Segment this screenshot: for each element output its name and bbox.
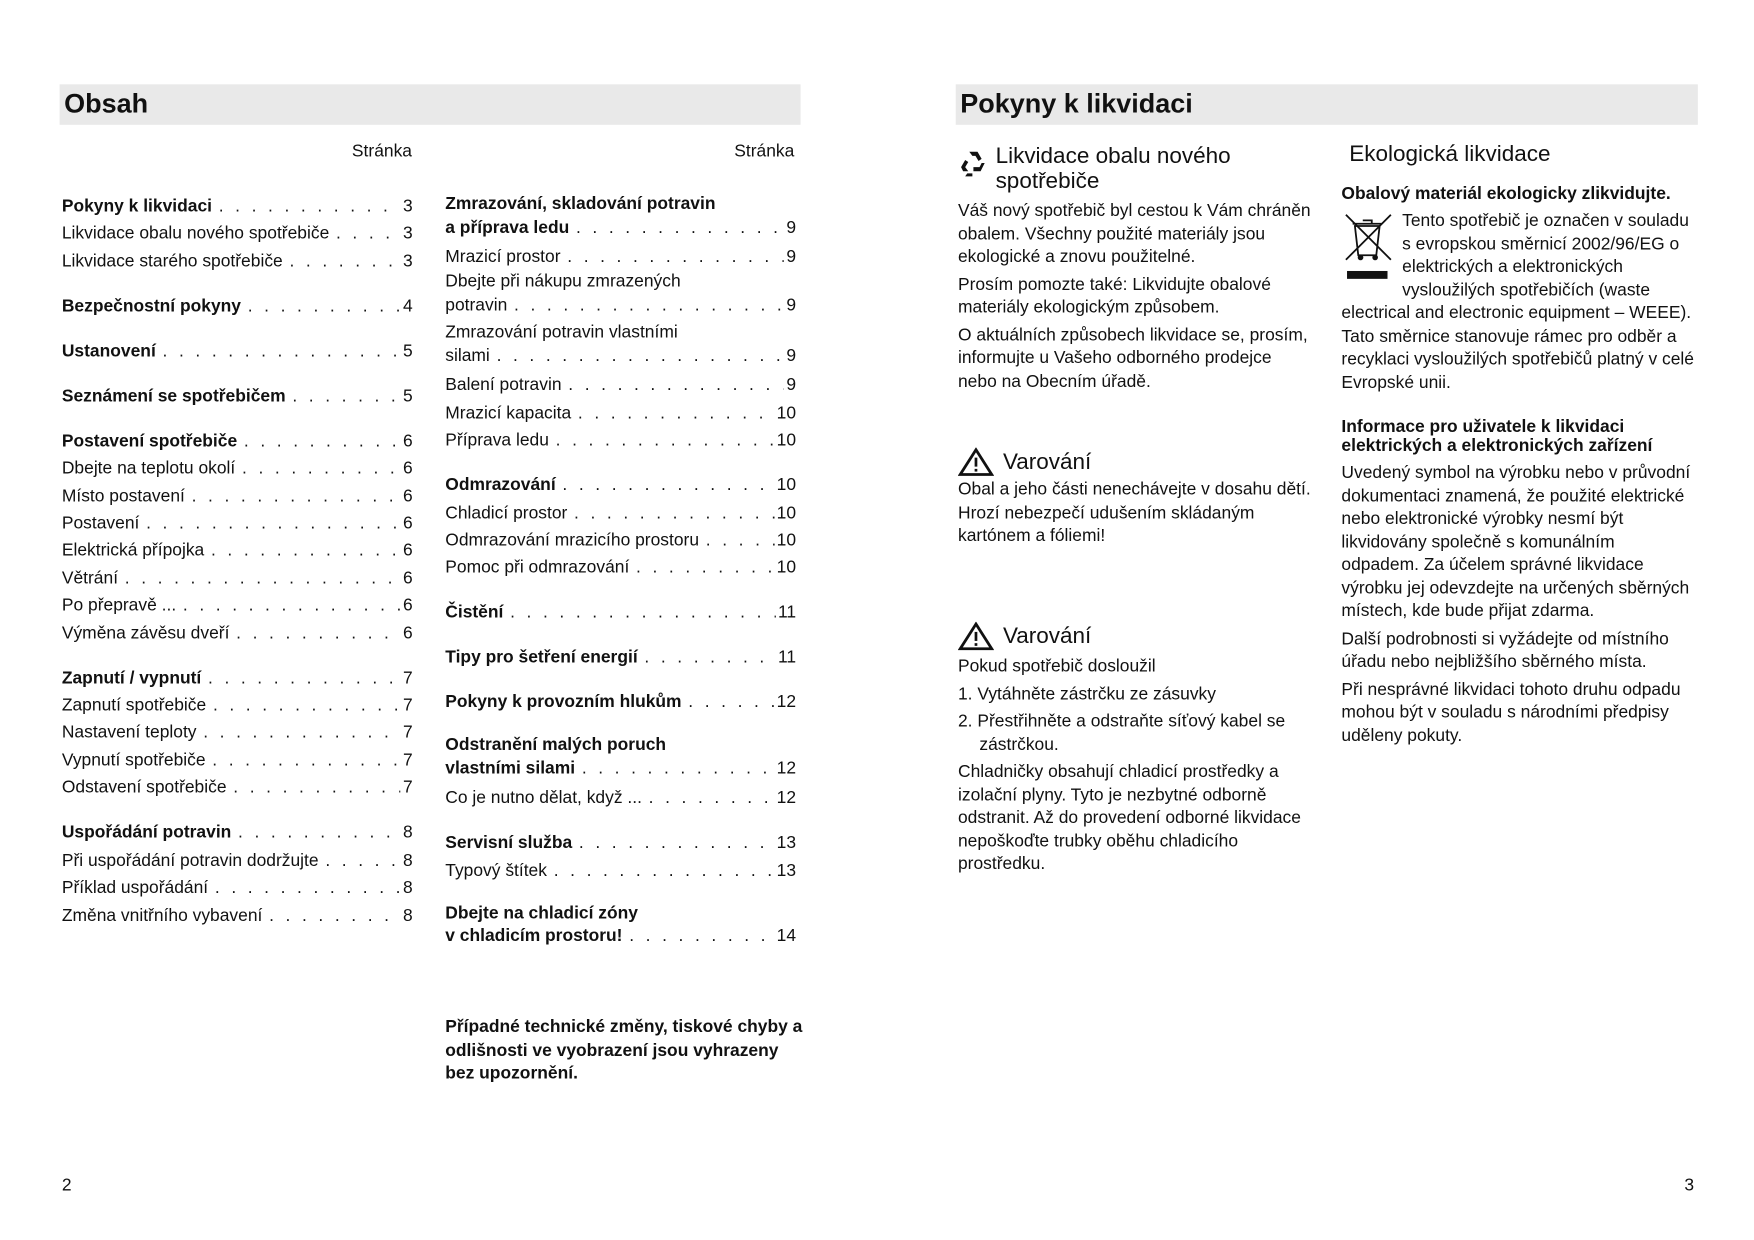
toc-entry[interactable] [62, 902, 413, 929]
toc-page-number: 9 [786, 217, 797, 237]
dot-leader [219, 193, 401, 220]
dot-leader [706, 527, 775, 554]
toc-page-number: 10 [776, 475, 797, 495]
dot-leader [562, 472, 774, 499]
toc-page-number: 14 [776, 926, 797, 947]
toc-entry[interactable] [445, 858, 796, 885]
toc-entry[interactable] [62, 456, 413, 483]
dot-leader [203, 720, 400, 747]
toc-entry[interactable] [445, 400, 796, 427]
dot-leader [636, 555, 774, 582]
toc-entry[interactable] [62, 693, 413, 720]
toc-entry-title: Postavení spotřebiče [61, 431, 238, 451]
toc-entry[interactable] [445, 555, 796, 582]
toc-entry-title: Mrazicí kapacita [445, 403, 572, 423]
toc-entry-title: Větrání [61, 568, 119, 588]
section-title: Likvidace obalu nového spotřebiče [995, 143, 1231, 194]
toc-entry-title: Likvidace starého spotřebiče [61, 251, 283, 271]
toc-entry-title: Bezpečnostní pokyny [61, 296, 242, 316]
dot-leader [567, 244, 784, 271]
toc-page-number: 9 [786, 295, 797, 315]
dot-leader [125, 565, 401, 592]
toc-entry-title: silami [445, 346, 490, 366]
toc-entry-title: Ustanovení [61, 341, 156, 361]
step: 2. Přestřihněte a odstraňte síťový kabel se zástrčkou. [957, 711, 1286, 754]
toc-page-number: 6 [402, 513, 413, 534]
toc-entry-title: Dbejte na teplotu okolí [61, 459, 236, 479]
toc-page-number: 4 [402, 296, 413, 316]
dot-leader [579, 830, 775, 857]
toc-entry-title: Likvidace obalu nového spotřebiče [61, 224, 330, 244]
toc-entry[interactable] [62, 248, 413, 275]
dot-leader [514, 294, 784, 317]
section-title: Ekologická likvidace [1349, 141, 1551, 167]
disposal-header [956, 84, 1698, 124]
dot-leader [215, 875, 401, 902]
dot-leader [248, 293, 401, 320]
dot-leader [183, 593, 401, 620]
warning-icon [958, 622, 994, 651]
toc-page-number: 10 [776, 558, 797, 578]
toc-entry-title: Tipy pro šetření energií [445, 648, 638, 668]
toc-entry[interactable] [62, 820, 413, 847]
page-column-label: Stránka [351, 141, 413, 161]
dot-leader [211, 538, 401, 565]
toc-entry[interactable] [62, 665, 413, 692]
toc-column-1 [62, 193, 413, 929]
toc-entry[interactable] [62, 428, 413, 455]
paragraph: Chladničky obsahují chladicí prostředky a izolační plyny. Tyto je nezbytné odborně odstranit. Až do provedení odborné likvidace nepoškoďte trubky oběhu chladicího prostředku. [957, 762, 1301, 874]
toc-entry[interactable] [62, 221, 413, 248]
dot-leader [244, 428, 401, 455]
toc-entry-title: Odstavení spotřebiče [61, 778, 227, 798]
toc-page-number: 10 [776, 530, 797, 550]
toc-entry-title: Odmrazování mrazicího prostoru [445, 530, 700, 550]
paragraph: Váš nový spotřebič byl cestou k Vám chráněn obalem. Všechny použité materiály jsou ekologické a znovu použitelné. [957, 201, 1311, 267]
toc-page-number: 8 [402, 878, 413, 898]
dot-leader [510, 600, 776, 627]
toc-page-number: 5 [402, 341, 413, 361]
warning-icon [958, 448, 994, 477]
toc-page-number: 6 [402, 596, 413, 616]
dot-leader [325, 847, 400, 874]
toc-entry[interactable] [445, 785, 796, 812]
toc-entry-title: Balení potravin [445, 376, 562, 396]
toc-entry-title: Zapnutí / vypnutí [61, 668, 202, 688]
toc-entry-title: Elektrická přípojka [61, 541, 205, 561]
toc-entry[interactable] [445, 527, 796, 554]
toc-entry[interactable] [62, 511, 413, 538]
dot-leader [574, 500, 774, 527]
paragraph: Další podrobnosti si vyžádejte od místního úřadu nebo nejbližšího sběrného místa. [1341, 629, 1669, 672]
toc-page-number: 12 [776, 693, 797, 713]
dot-leader [582, 758, 775, 781]
toc-page-number: 8 [402, 905, 413, 925]
toc-entry-title: Příprava ledu [445, 430, 549, 451]
toc-page-number: 3 [402, 251, 413, 271]
warning-title: Varování [1002, 449, 1092, 475]
dot-leader [269, 902, 401, 929]
toc-entry[interactable] [445, 193, 796, 239]
paragraph: Prosím pomozte také: Likvidujte obalové materiály ekologickým způsobem. [957, 274, 1271, 318]
toc-entry-title: Nastavení teploty [61, 723, 197, 743]
toc-entry[interactable] [62, 565, 413, 592]
toc-entry-title: Zapnutí spotřebiče [61, 696, 207, 716]
contents-header [60, 84, 801, 124]
toc-page-number: 12 [776, 788, 797, 808]
toc-entry-title-line: Odstranění malých poruch [445, 735, 667, 755]
toc-entry-title-line: Zmrazování potravin vlastními [445, 323, 678, 343]
toc-entry[interactable] [445, 428, 796, 455]
dot-leader [578, 400, 775, 427]
dot-leader [238, 820, 401, 847]
toc-entry-title: potravin [445, 295, 508, 315]
toc-entry-title: Čistění [445, 603, 504, 623]
warning-packaging [958, 448, 1311, 553]
dot-leader [146, 511, 401, 538]
paragraph: Při nesprávné likvidaci tohoto druhu odpadu mohou být v souladu s národními předpisy uděleny pokuty. [1341, 679, 1681, 745]
paragraph: Uvedený symbol na výrobku nebo v průvodní dokumentaci znamená, že použité elektrické nebo elektronické výrobky nesmí být likvidovány společně s komunálním odpadem. Za účelem správné likvidace výrobku jej odevzdejte na určených sběrných místech, kde bude přijat zdarma. [1341, 463, 1691, 621]
toc-entry[interactable] [445, 472, 796, 499]
toc-entry-title: vlastními silami [445, 758, 576, 779]
toc-page-number: 12 [776, 758, 797, 779]
weee-bin-icon [1341, 210, 1395, 284]
dot-leader [192, 483, 401, 510]
toc-page-number: 10 [776, 430, 797, 451]
paragraph: Obal a jeho části nenechávejte v dosahu dětí. Hrozí nebezpečí udušením skládaným kartónem a fóliemi! [957, 480, 1311, 546]
paragraph: Tento spotřebič je označen v souladu s evropskou směrnicí 2002/96/EG o elektrických a elektronických vysloužilých spotřebičích (waste electrical and electronic equipment – WEEE). Tato směrnice stanovuje rámec pro odběr a recyklaci vysloužilých spotřebičů platný v celé Evropské unii. [1341, 211, 1694, 392]
dot-leader [554, 858, 775, 885]
toc-entry[interactable] [62, 338, 413, 365]
dot-leader [556, 428, 775, 455]
toc-entry-title: Chladicí prostor [445, 503, 568, 523]
toc-entry[interactable] [445, 735, 796, 781]
dot-leader [568, 373, 784, 400]
toc-page-number: 3 [402, 196, 413, 216]
toc-entry[interactable] [62, 748, 413, 775]
dot-leader [629, 926, 774, 949]
toc-entry[interactable] [445, 690, 796, 717]
disclaimer-note: Případné technické změny, tiskové chyby a odlišnosti ve vyobrazení jsou vyhrazeny bez upozornění. [445, 1017, 803, 1083]
subheading: Informace pro uživatele k likvidaci elektrických a elektronických zařízení [1341, 417, 1653, 456]
dot-leader [163, 338, 401, 365]
toc-page-number: 3 [402, 224, 413, 244]
toc-page-number: 13 [776, 833, 797, 853]
paragraph: Pokud spotřebič dosloužil [957, 656, 1156, 676]
toc-page-number: 6 [402, 431, 413, 451]
toc-entry-title: Co je nutno dělat, když ... [445, 788, 642, 808]
subheading: Obalový materiál ekologicky zlikvidujte. [1341, 184, 1671, 204]
toc-entry-title: v chladicím prostoru! [445, 926, 623, 947]
dot-leader [289, 248, 400, 275]
page-number: 3 [1684, 1176, 1695, 1196]
toc-entry-title: Po přepravě ... [61, 596, 177, 616]
warning-old-appliance [958, 622, 1311, 881]
toc-page-number: 5 [402, 386, 413, 406]
toc-entry[interactable] [62, 193, 413, 220]
toc-page-number: 7 [402, 750, 413, 771]
toc-page-number: 8 [402, 823, 413, 843]
toc-entry-title: Typový štítek [445, 861, 547, 881]
toc-page-number: 7 [402, 668, 413, 688]
ecological-disposal-section [1341, 142, 1694, 753]
toc-entry-title: Postavení [61, 513, 140, 534]
toc-entry[interactable] [62, 775, 413, 802]
toc-entry[interactable] [62, 293, 413, 320]
toc-entry[interactable] [445, 903, 796, 949]
toc-entry-title: Servisní služba [445, 833, 573, 853]
toc-page-number: 10 [776, 503, 797, 523]
dot-leader [497, 345, 785, 368]
page-column-label: Stránka [734, 141, 795, 161]
toc-page-number: 6 [402, 623, 413, 643]
toc-page-number: 9 [786, 376, 797, 396]
toc-page-number: 7 [402, 778, 413, 798]
toc-entry-title: Uspořádání potravin [61, 823, 232, 843]
toc-entry-title: Pokyny k provozním hlukům [445, 693, 682, 713]
toc-page-number: 8 [402, 850, 413, 870]
dot-leader [233, 775, 400, 802]
toc-page-number: 10 [776, 403, 797, 423]
toc-page-number: 11 [777, 603, 797, 623]
dot-leader [649, 785, 775, 812]
toc-page-number: 9 [786, 247, 797, 267]
toc-entry-title: Vypnutí spotřebiče [61, 750, 206, 771]
dot-leader [576, 216, 784, 239]
toc-entry-title: Pokyny k likvidaci [61, 196, 213, 216]
toc-entry[interactable] [445, 271, 796, 317]
page-title: Obsah [64, 88, 149, 120]
toc-entry[interactable] [445, 373, 796, 400]
toc-entry-title: Mrazicí prostor [445, 247, 561, 267]
dot-leader [688, 690, 774, 717]
toc-entry-title: Odmrazování [445, 475, 556, 495]
toc-page-number: 9 [786, 346, 797, 366]
paragraph: O aktuálních způsobech likvidace se, prosím, informujte u Vašeho odborného prodejce nebo na Obecním úřadě. [957, 325, 1308, 391]
toc-page-number: 6 [402, 486, 413, 506]
toc-entry[interactable] [445, 500, 796, 527]
dot-leader [242, 456, 401, 483]
toc-entry-title: Výměna závěsu dveří [61, 623, 230, 643]
toc-entry-title: Seznámení se spotřebičem [61, 386, 286, 406]
toc-entry[interactable] [62, 720, 413, 747]
dot-leader [212, 748, 400, 775]
toc-entry[interactable] [62, 620, 413, 647]
page-title: Pokyny k likvidaci [960, 88, 1193, 120]
dot-leader [292, 383, 400, 410]
toc-entry[interactable] [445, 645, 796, 672]
dot-leader [336, 221, 401, 248]
dot-leader [208, 665, 401, 692]
toc-entry-title: a příprava ledu [445, 217, 570, 237]
toc-entry[interactable] [62, 538, 413, 565]
page-number: 2 [61, 1176, 72, 1196]
toc-page-number: 6 [402, 568, 413, 588]
toc-entry[interactable] [445, 244, 796, 271]
toc-entry[interactable] [62, 847, 413, 874]
toc-page-number: 6 [402, 459, 413, 479]
toc-page-number: 7 [402, 723, 413, 743]
toc-entry-title: Změna vnitřního vybavení [61, 905, 263, 925]
step: 1. Vytáhněte zástrčku ze zásuvky [957, 684, 1216, 704]
toc-entry-title-line: Dbejte na chladicí zóny [445, 903, 638, 923]
toc-entry[interactable] [62, 875, 413, 902]
toc-entry[interactable] [62, 483, 413, 510]
toc-entry[interactable] [445, 600, 796, 627]
dot-leader [644, 645, 775, 672]
toc-entry-title: Místo postavení [61, 486, 185, 506]
toc-entry-title: Pomoc při odmrazování [445, 558, 630, 578]
toc-page-number: 11 [777, 648, 797, 668]
toc-entry-title: Při uspořádání potravin dodržujte [61, 850, 319, 870]
recycle-icon [958, 147, 989, 178]
warning-title: Varování [1002, 624, 1092, 649]
packaging-disposal-section [958, 144, 1311, 398]
toc-page-number: 7 [402, 696, 413, 716]
toc-column-2 [445, 193, 796, 953]
toc-entry-title-line: Dbejte při nákupu zmrazených [445, 272, 681, 292]
toc-page-number: 13 [776, 861, 797, 881]
toc-entry[interactable] [445, 830, 796, 857]
toc-entry[interactable] [62, 593, 413, 620]
toc-entry-title-line: Zmrazování, skladování potravin [445, 194, 716, 214]
dot-leader [213, 693, 401, 720]
toc-entry[interactable] [62, 383, 413, 410]
toc-entry-title: Příklad uspořádání [61, 878, 209, 898]
toc-page-number: 6 [402, 541, 413, 561]
toc-entry[interactable] [445, 322, 796, 368]
dot-leader [236, 620, 401, 647]
